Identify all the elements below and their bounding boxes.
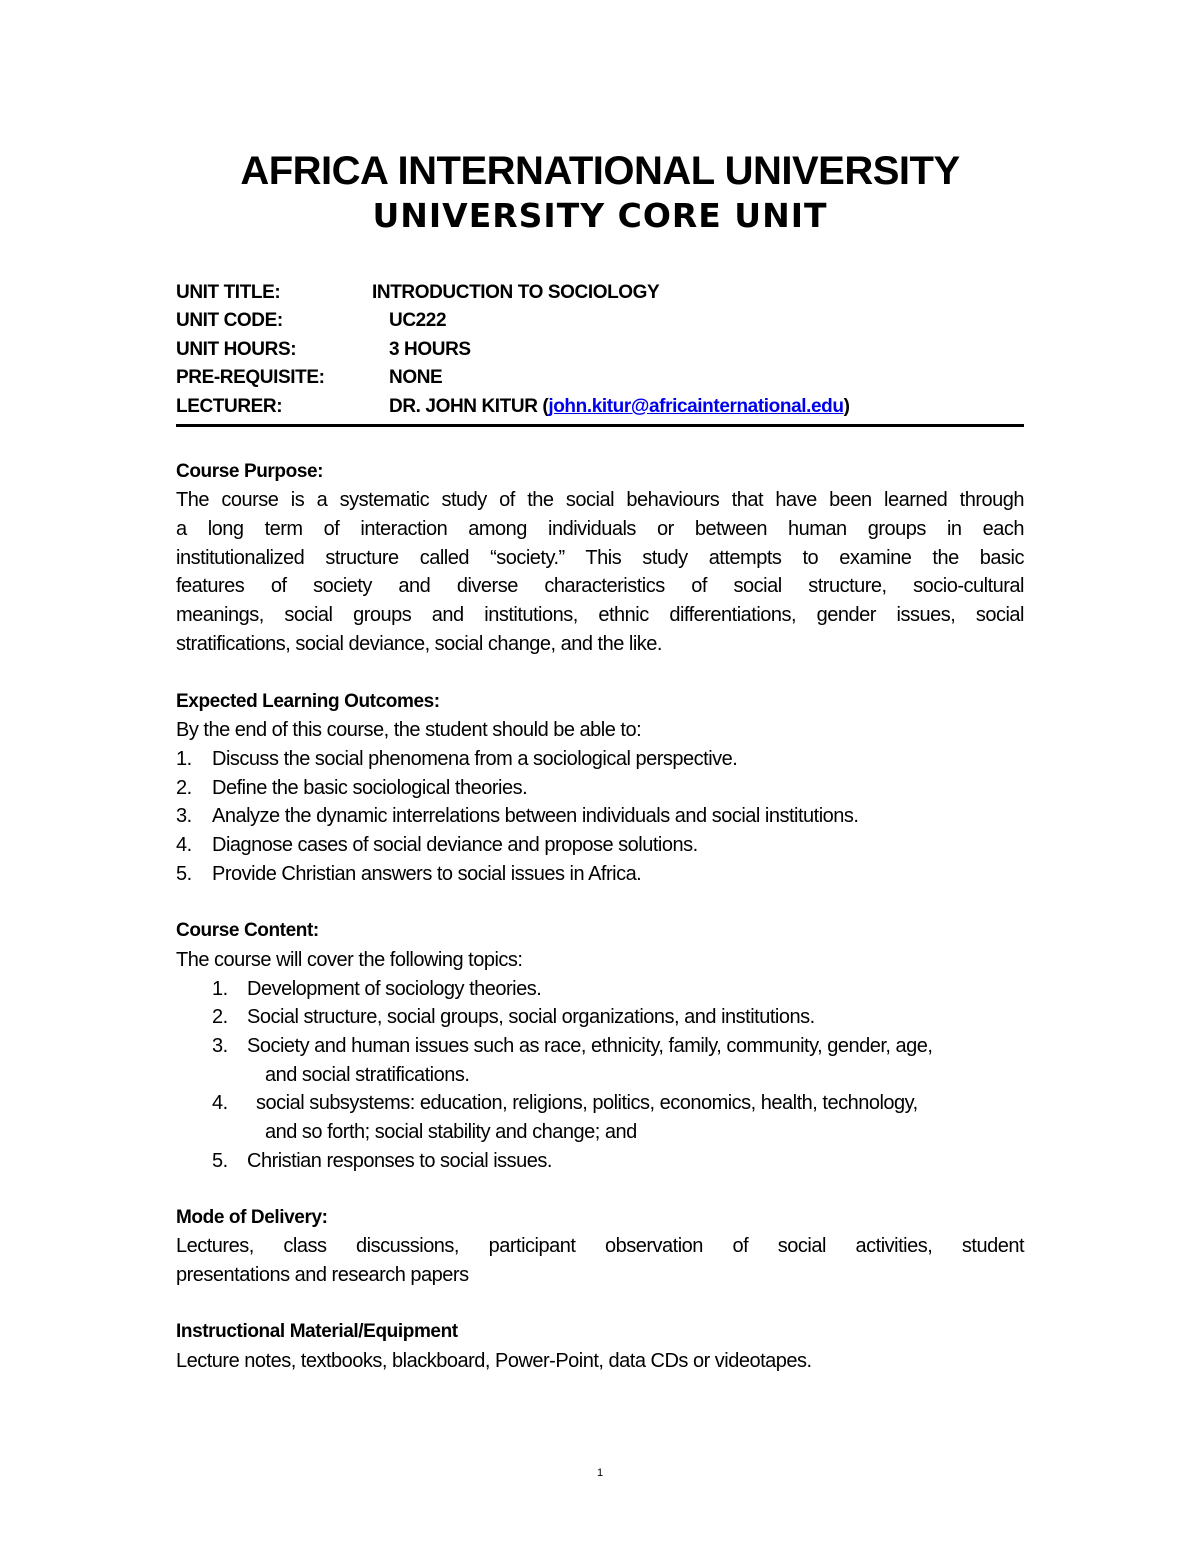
prerequisite-value: NONE — [389, 367, 443, 388]
delivery-line: presentations and research papers — [176, 1263, 469, 1286]
content-text: Social structure, social groups, social organizations, and institutions. — [247, 1006, 815, 1028]
purpose-line: a long term of interaction among individuals or between human groups in each — [176, 517, 1024, 540]
outcome-text: Provide Christian answers to social issues in Africa. — [212, 863, 642, 885]
outcome-text: Discuss the social phenomena from a sociological perspective. — [212, 748, 738, 770]
content-text: Society and human issues such as race, ethnicity, family, community, gender, age, — [247, 1035, 933, 1057]
mode-of-delivery-heading: Mode of Delivery: — [176, 1207, 328, 1228]
learning-outcomes-heading: Expected Learning Outcomes: — [176, 691, 440, 712]
outcome-number: 5. — [176, 863, 192, 885]
content-item-continuation: and social stratifications. — [265, 1064, 470, 1086]
content-item-continuation: and so forth; social stability and change; and — [265, 1121, 637, 1143]
instructional-material-text: Lecture notes, textbooks, blackboard, Power-Point, data CDs or videotapes. — [176, 1350, 812, 1372]
lecturer-name: DR. JOHN KITUR ( — [389, 396, 549, 417]
outcome-text: Diagnose cases of social deviance and propose solutions. — [212, 834, 698, 856]
course-content-intro: The course will cover the following topics: — [176, 949, 523, 971]
lecturer-close-paren: ) — [843, 396, 850, 417]
header-divider — [176, 424, 1024, 427]
content-number: 3. — [212, 1035, 228, 1057]
unit-hours-label: UNIT HOURS: — [176, 339, 297, 360]
outcome-number: 2. — [176, 777, 192, 799]
outcome-text: Analyze the dynamic interrelations between individuals and social institutions. — [212, 805, 859, 827]
lecturer-value — [389, 393, 850, 421]
course-content-heading: Course Content: — [176, 920, 319, 941]
learning-outcomes-intro: By the end of this course, the student should be able to: — [176, 719, 642, 741]
outcome-number: 1. — [176, 748, 192, 770]
unit-code-label: UNIT CODE: — [176, 310, 283, 331]
university-title: AFRICA INTERNATIONAL UNIVERSITY — [240, 149, 960, 193]
content-number: 5. — [212, 1150, 228, 1172]
unit-title-label: UNIT TITLE: — [176, 282, 281, 303]
outcome-text: Define the basic sociological theories. — [212, 777, 528, 799]
lecturer-label: LECTURER: — [176, 396, 283, 417]
content-text: Development of sociology theories. — [247, 978, 542, 1000]
lecturer-email-link[interactable]: john.kitur@africainternational.edu — [548, 396, 844, 417]
instructional-material-heading: Instructional Material/Equipment — [176, 1321, 458, 1342]
page-number: 1 — [596, 1467, 604, 1479]
purpose-line: The course is a systematic study of the social behaviours that have been learned through — [176, 489, 1024, 511]
content-text: social subsystems: education, religions, politics, economics, health, technology, — [256, 1092, 918, 1114]
content-number: 2. — [212, 1006, 228, 1028]
purpose-line: meanings, social groups and institutions, ethnic differentiations, gender issues, social — [176, 604, 1024, 627]
prerequisite-label: PRE-REQUISITE: — [176, 367, 325, 388]
purpose-line: features of society and diverse characteristics of social structure, socio-cultural — [176, 575, 1024, 598]
course-purpose-heading: Course Purpose: — [176, 461, 324, 482]
outcome-number: 4. — [176, 834, 192, 856]
purpose-line: institutionalized structure called “society.” This study attempts to examine the basic — [176, 546, 1024, 569]
unit-code-value: UC222 — [389, 310, 447, 331]
course-purpose-text — [176, 486, 1024, 659]
document-subtitle: UNIVERSITY CORE UNIT — [372, 196, 828, 235]
unit-hours-value: 3 HOURS — [389, 339, 471, 360]
content-number: 1. — [212, 978, 228, 1000]
content-number: 4. — [212, 1092, 228, 1114]
outcome-number: 3. — [176, 805, 192, 827]
delivery-line: Lectures, class discussions, participant observation of social activities, student — [176, 1235, 1024, 1257]
content-text: Christian responses to social issues. — [247, 1150, 552, 1172]
mode-of-delivery-text — [176, 1232, 1024, 1290]
unit-title-value: INTRODUCTION TO SOCIOLOGY — [372, 282, 660, 303]
purpose-line: stratifications, social deviance, social change, and the like. — [176, 632, 662, 655]
